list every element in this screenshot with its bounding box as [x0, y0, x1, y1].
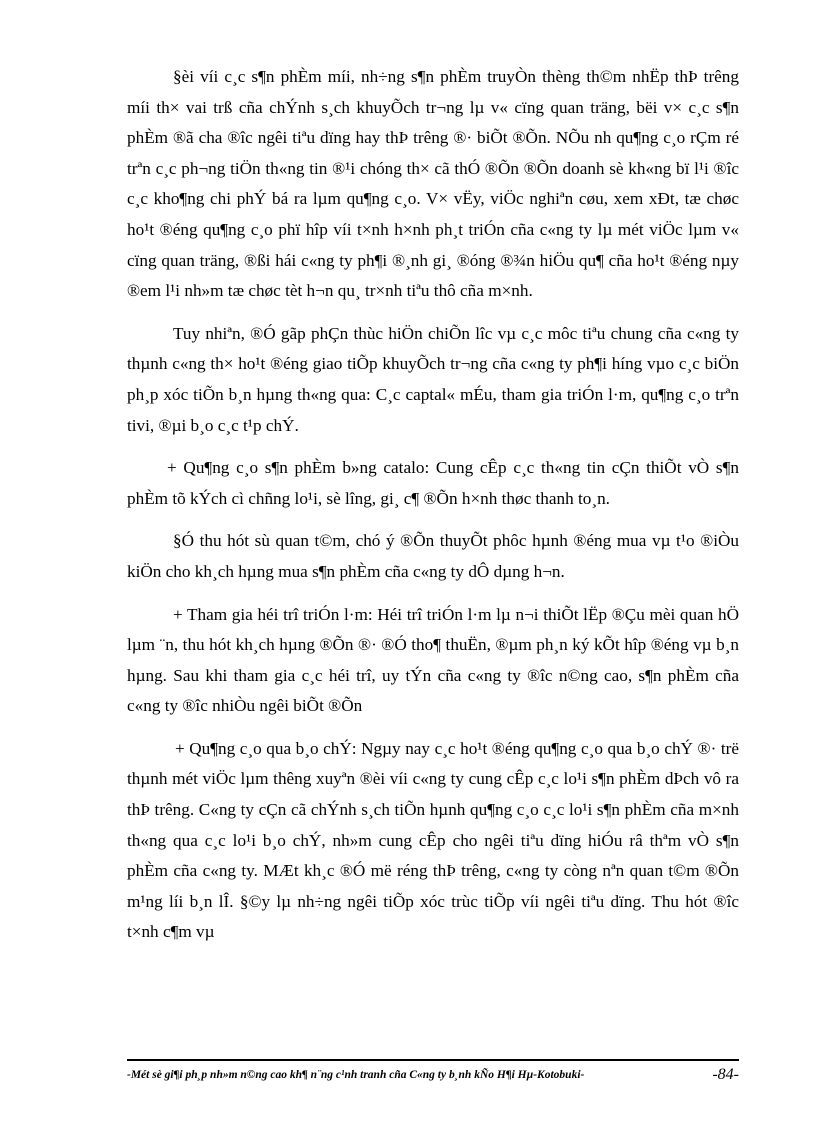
- paragraph: §Ó thu hót sù quan t©m, chó ý ®Õn thuyÕt phôc hµnh ®éng mua vµ t¹o ®iÒu kiÖn cho kh¸ch hµng mua s¶n phÈm cña c«ng ty dÔ dµng h¬n.: [127, 531, 739, 581]
- footer-divider: [127, 1059, 739, 1061]
- paragraph: + Qu¶ng c¸o qua b¸o chÝ: Ngµy nay c¸c ho¹t ®éng qu¶ng c¸o qua b¸o chÝ ®· trë thµnh mét viÖc lµm thêng xuyªn ®èi víi c«ng ty cung cÊp c¸c lo¹i s¶n phÈm dÞch vô ra thÞ trêng. C«ng ty cÇn cã chÝnh s¸ch tiÕn hµnh qu¶ng c¸o c¸c lo¹i s¶n phÈm cña m×nh th«ng qua c¸c lo¹i b¸o chÝ, nh»m cung cÊp cho ngêi tiªu dïng hiÓu râ thªm vÒ s¶n phÈm cña c«ng ty. MÆt kh¸c ®Ó më réng thÞ trêng, c«ng ty còng nªn quan t©m ®Õn m¹ng líi b¸n lÎ. §©y lµ nh÷ng ngêi tiÕp xóc trùc tiÕp víi ngêi tiªu dïng. Thu hót ®îc t×nh c¶m vµ: [127, 738, 739, 942]
- document-body: [127, 62, 739, 960]
- page-footer: [127, 1059, 739, 1084]
- paragraph: §èi víi c¸c s¶n phÈm míi, nh÷ng s¶n phÈm truyÒn thèng th©m nhËp thÞ trêng míi th× vai trß cña chÝnh s¸ch khuyÕch tr¬ng lµ v« cïng quan träng, bëi v× c¸c s¶n phÈm ®ã cha ®îc ngêi tiªu dïng hay thÞ trêng ®· biÕt ®Õn. NÕu nh qu¶ng c¸o rÇm ré trªn c¸c ph¬ng tiÖn th«ng tin ®¹i chóng th× cã thÓ ®Õn ®Õn doanh sè kh«ng bï l¹i ®îc c¸c kho¶ng chi phÝ bá ra lµm qu¶ng c¸o. V× vËy, viÖc nghiªn cøu, xem xÐt, tæ chøc ho¹t ®éng qu¶ng c¸o phï hîp víi t×nh h×nh ph¸t triÓn cña c«ng ty lµ mét viÖc lµm v« cïng quan träng, ®ßi hái c«ng ty ph¶i ®¸nh gi¸ ®óng ®¾n hiÖu qu¶ cña ho¹t ®éng nµy ®em l¹i nh»m tæ chøc tèt h¬n qu¸ tr×nh tiªu thô cña m×nh.: [127, 67, 739, 301]
- footer-caption: -Mét sè gi¶i ph¸p nh»m n©ng cao kh¶ n¨ng c¹nh tranh cña C«ng ty b¸nh kÑo H¶i Hµ-Kotobuki-: [127, 1069, 585, 1081]
- paragraph: + Qu¶ng c¸o s¶n phÈm b»ng catalo: Cung cÊp c¸c th«ng tin cÇn thiÕt vÒ s¶n phÈm tõ kÝch cì chñng lo¹i, sè lîng, gi¸ c¶ ®Õn h×nh thøc thanh to¸n.: [127, 458, 739, 508]
- footer-row: [127, 1066, 739, 1084]
- page-number: -84-: [712, 1066, 739, 1083]
- paragraph: + Tham gia héi trî triÓn l·m: Héi trî triÓn l·m lµ n¬i thiÕt lËp ®Çu mèi quan hÖ lµm ¨n, thu hót kh¸ch hµng ®Õn ®· ®Ó tho¶ thuËn, ®µm ph¸n ký kÕt hîp ®éng vµ b¸n hµng. Sau khi tham gia c¸c héi trî, uy tÝn cña c«ng ty ®îc n©ng cao, s¶n phÈm cña c«ng ty ®îc nhiÒu ngêi biÕt ®Õn: [127, 604, 739, 716]
- paragraph: Tuy nhiªn, ®Ó gãp phÇn thùc hiÖn chiÕn lîc vµ c¸c môc tiªu chung cña c«ng ty thµnh c«ng th× ho¹t ®éng giao tiÕp khuyÕch tr¬ng cña c«ng ty ph¶i híng vµo c¸c biÖn ph¸p xóc tiÕn b¸n hµng th«ng qua: C¸c captal« mÉu, tham gia triÓn l·m, qu¶ng c¸o trªn tivi, ®µi b¸o c¸c t¹p chÝ.: [127, 323, 739, 435]
